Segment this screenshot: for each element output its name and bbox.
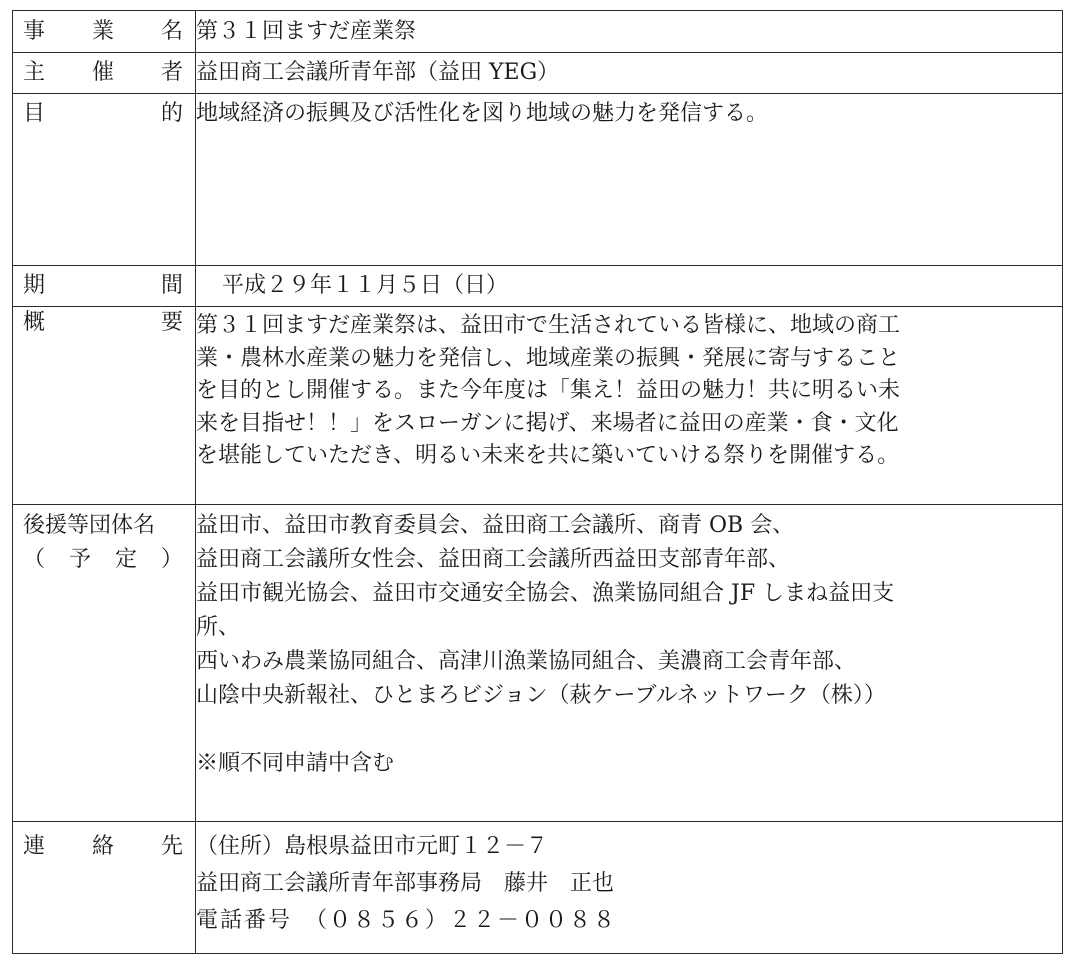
contact-address: （住所）島根県益田市元町１２－７ (196, 834, 549, 859)
value-period: 平成２９年１１月５日（日） (196, 266, 1063, 307)
row-summary (13, 307, 1063, 505)
value-event-name: 第３１回ますだ産業祭 (196, 11, 1063, 53)
label-purpose: 目 的 (13, 94, 196, 266)
sponsor-note: ※順不同申請中含む (196, 751, 395, 776)
sponsor-line: 益田市、益田市教育委員会、益田商工会議所、商青 OB 会、 (196, 513, 795, 538)
sponsor-line: 益田市観光協会、益田市交通安全協会、漁業協同組合 JF しまね益田支 (196, 581, 895, 606)
value-purpose: 地域経済の振興及び活性化を図り地域の魅力を発信する。 (196, 94, 1063, 266)
row-purpose (13, 94, 1063, 266)
summary-line: 業・農林水産業の魅力を発信し、地域産業の振興・発展に寄与すること (196, 345, 901, 371)
sponsor-line: 西いわみ農業協同組合、高津川漁業協同組合、美濃商工会青年部、 (196, 649, 857, 674)
contact-office: 益田商工会議所青年部事務局 藤井 正也 (196, 871, 615, 896)
label-event-name: 事 業 名 (13, 11, 196, 53)
row-period (13, 266, 1063, 307)
event-info-table (12, 10, 1063, 954)
row-event-name (13, 11, 1063, 53)
contact-phone: 電話番号 （０８５６）２２－００８８ (196, 908, 618, 933)
event-info-sheet (12, 10, 1063, 954)
sponsor-line: 山陰中央新報社、ひとまろビジョン（萩ケーブルネットワーク（株）） (196, 683, 886, 708)
summary-line: 第３１回ますだ産業祭は、益田市で生活されている皆様に、地域の商工 (196, 313, 901, 338)
row-contact (13, 822, 1063, 954)
sponsor-line: 益田商工会議所女性会、益田商工会議所西益田支部青年部、 (196, 547, 791, 572)
sponsor-line: 所、 (196, 615, 241, 640)
summary-line: を目的とし開催する。また今年度は「集え！益田の魅力！共に明るい未 (196, 378, 901, 403)
label-contact: 連 絡 先 (13, 822, 196, 954)
value-organizer: 益田商工会議所青年部（益田 YEG） (196, 53, 1063, 94)
value-summary (196, 307, 1063, 505)
row-sponsors (13, 505, 1063, 822)
value-contact (196, 822, 1063, 954)
value-sponsors (196, 505, 1063, 822)
row-organizer (13, 53, 1063, 94)
summary-line: を堪能していただき、明るい未来を共に築いていける祭りを開催する。 (196, 443, 900, 468)
label-summary: 概 要 (13, 307, 196, 505)
label-period: 期 間 (13, 266, 196, 307)
summary-line: 来を目指せ！！」をスローガンに掲げ、来場者に益田の産業・食・文化 (196, 410, 899, 436)
label-organizer: 主 催 者 (13, 53, 196, 94)
label-sponsors: 後援等団体名 （ 予 定 ） (13, 505, 196, 822)
